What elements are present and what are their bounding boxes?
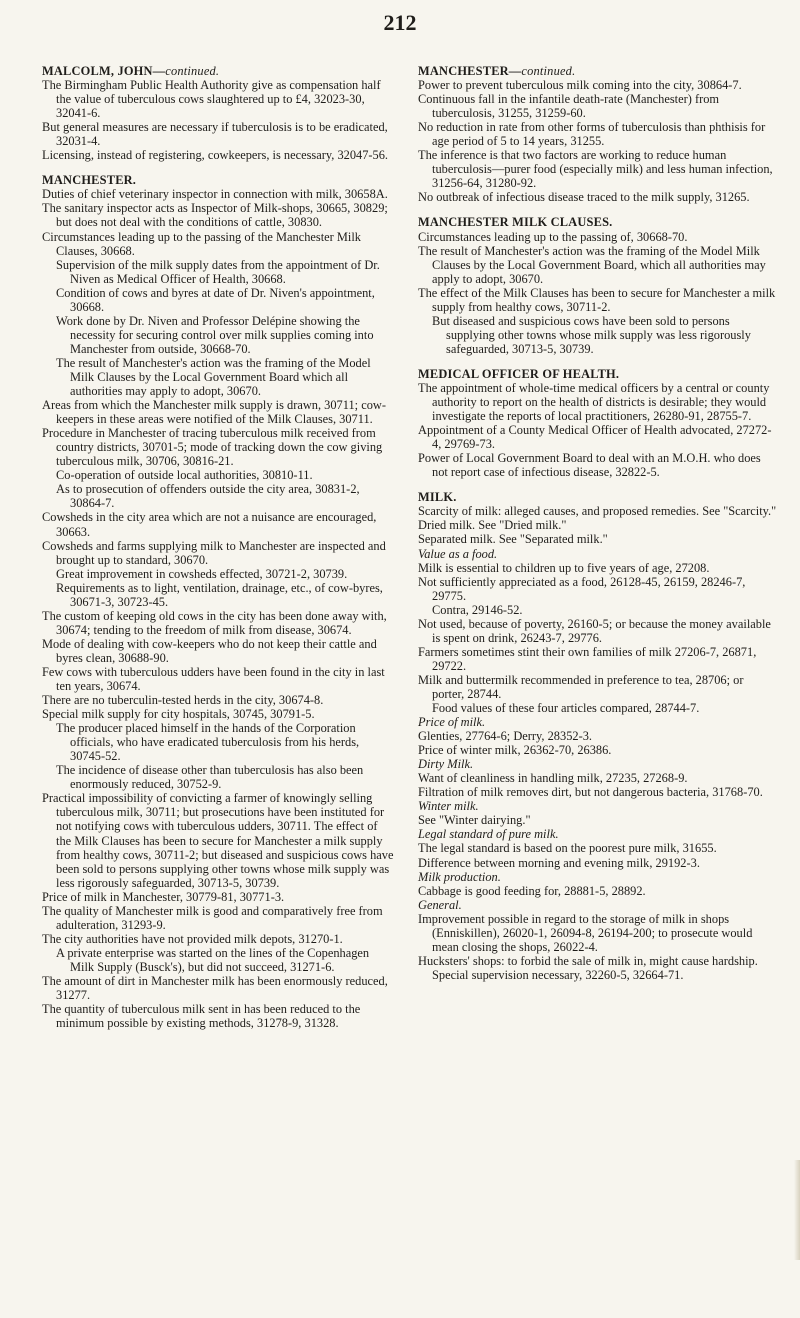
- index-subheading: Value as a food.: [418, 546, 498, 561]
- index-entry: No outbreak of infectious disease traced to the milk supply, 31265.: [418, 190, 750, 205]
- index-heading: [42, 173, 394, 187]
- index-subentry: A private enterprise was started on the lines of the Copenhagen Milk Supply (Busck's), but did not succeed, 31271-6.: [56, 945, 370, 974]
- index-entry: Circumstances leading up to the passing of the Manchester Milk Clauses, 30668.: [42, 229, 361, 258]
- index-subentry: Co-operation of outside local authorities, 30810-11.: [56, 468, 313, 483]
- index-subentry: As to prosecution of offenders outside the city area, 30831-2, 30864-7.: [56, 482, 360, 511]
- index-entry: Price of milk in Manchester, 30779-81, 30771-3.: [42, 889, 285, 904]
- index-subentry: The result of Manchester's action was the framing of the Model Milk Clauses by the Local Government Board which all authorities may apply to adopt, 30670.: [56, 355, 371, 399]
- index-heading-text: MANCHESTER.: [42, 173, 137, 188]
- index-entry: Practical impossibility of convicting a farmer of knowingly selling tuberculous milk, 30711; but prosecutions have been instituted for not notifying cows with tuberculous udders, 30711. The effect of the Milk Clauses has been to secure for Manchester a milk supply from healthy cows, 30711-2; but diseased and suspicious cows have been sold to persons supplying other towns whose milk supply was less rigorously safeguarded, 30713-5, 30739.: [42, 791, 394, 890]
- index-entry: Difference between morning and evening milk, 29192-3.: [418, 855, 700, 870]
- index-entry: Procedure in Manchester of tracing tuberculous milk received from country districts, 30701-5; mode of tracking down the cow giving tuberculous milk, 30706, 30816-21.: [42, 426, 383, 469]
- index-entry: The effect of the Milk Clauses has been to secure for Manchester a milk supply from healthy cows, 30711-2.: [418, 285, 776, 314]
- index-heading: [418, 215, 778, 229]
- index-subentry: The producer placed himself in the hands of the Corporation officials, who have eradicated tuberculosis from his herds, 30745-52.: [56, 721, 360, 764]
- index-subheading: Price of milk.: [418, 715, 486, 730]
- index-entry: The quality of Manchester milk is good and comparatively free from adulteration, 31293-9.: [42, 903, 383, 932]
- index-entry: Milk and buttermilk recommended in preference to tea, 28706; or porter, 28744.: [418, 672, 744, 701]
- index-subheading: Milk production.: [418, 869, 501, 884]
- index-entry: No reduction in rate from other forms of tuberculosis than phthisis for age period of 5 to 14 years, 31255.: [418, 120, 766, 149]
- heading-continued-label: continued.: [521, 64, 576, 78]
- index-heading-text: MALCOLM, JOHN—: [42, 64, 166, 78]
- index-entry: The inference is that two factors are working to reduce human tuberculosis—purer food (especially milk) and less human infection, 31256-64, 31280-92.: [418, 148, 773, 191]
- index-entry: Price of winter milk, 26362-70, 26386.: [418, 743, 612, 758]
- index-entry: Dried milk. See "Dried milk.": [418, 518, 567, 533]
- index-heading-text: MANCHESTER MILK CLAUSES.: [418, 215, 613, 230]
- index-entry: Duties of chief veterinary inspector in connection with milk, 30658A.: [42, 187, 388, 202]
- index-entry: Appointment of a County Medical Officer of Health advocated, 27272-4, 29769-73.: [418, 423, 772, 452]
- index-heading-text: MANCHESTER—: [418, 64, 522, 78]
- index-heading-text: MEDICAL OFFICER OF HEALTH.: [418, 366, 620, 381]
- index-entry: Continuous fall in the infantile death-rate (Manchester) from tuberculosis, 31255, 31259-60.: [418, 92, 720, 121]
- left-index-column: [42, 64, 394, 1030]
- index-entry: Cowsheds in the city area which are not a nuisance are encouraged, 30663.: [42, 510, 377, 539]
- index-entry: Separated milk. See "Separated milk.": [418, 532, 608, 547]
- index-entry: Farmers sometimes stint their own families of milk 27206-7, 26871, 29722.: [418, 644, 757, 673]
- index-entry: The legal standard is based on the poorest pure milk, 31655.: [418, 841, 717, 856]
- section-spacer: [418, 479, 778, 490]
- index-entry: Power of Local Government Board to deal with an M.O.H. who does not report case of infectious disease, 32822-5.: [418, 451, 761, 480]
- index-entry: Special milk supply for city hospitals, 30745, 30791-5.: [42, 707, 315, 722]
- right-index-column: [418, 64, 778, 982]
- index-subheading: General.: [418, 897, 462, 912]
- index-entry: Licensing, instead of registering, cowkeepers, is necessary, 32047-56.: [42, 148, 389, 163]
- index-entry: The amount of dirt in Manchester milk has been enormously reduced, 31277.: [42, 974, 388, 1003]
- index-subentry: But diseased and suspicious cows have been sold to persons supplying other towns whose milk supply was less rigorously safeguarded, 30713-5, 30739.: [432, 313, 751, 356]
- index-entry: The result of Manchester's action was the framing of the Model Milk Clauses by the Local Government Board, which all authorities may apply to adopt, 30670.: [418, 243, 766, 286]
- index-entry: Areas from which the Manchester milk supply is drawn, 30711; cow-keepers in these areas were notified of the Milk Clauses, 30711.: [42, 398, 386, 427]
- index-entry: Not used, because of poverty, 26160-5; or because the money available is spent on drink, 26243-7, 29776.: [418, 616, 771, 645]
- index-entry: Mode of dealing with cow-keepers who do not keep their cattle and byres clean, 30688-90.: [42, 636, 377, 665]
- index-subentry: Food values of these four articles compared, 28744-7.: [432, 701, 700, 716]
- index-subheading: Dirty Milk.: [418, 757, 474, 772]
- index-entry: The appointment of whole-time medical officers by a central or county authority to report on the health of districts is desirable; they would investigate the reports of local practitioners, 26280-91, 28755-7.: [418, 380, 770, 424]
- index-entry: Want of cleanliness in handling milk, 27235, 27268-9.: [418, 771, 688, 786]
- index-entry: Glenties, 27764-6; Derry, 28352-3.: [418, 729, 593, 744]
- index-subentry: Supervision of the milk supply dates from the appointment of Dr. Niven as Medical Officer of Health, 30668.: [56, 257, 380, 286]
- index-subentry: Requirements as to light, ventilation, drainage, etc., of cow-byres, 30671-3, 30723-45.: [56, 580, 383, 609]
- index-entry: Few cows with tuberculous udders have been found in the city in last ten years, 30674.: [42, 664, 385, 694]
- index-entry: Cabbage is good feeding for, 28881-5, 28892.: [418, 883, 646, 898]
- index-entry: Circumstances leading up to the passing of, 30668-70.: [418, 229, 688, 244]
- index-entry: Scarcity of milk: alleged causes, and proposed remedies. See "Scarcity.": [418, 504, 777, 519]
- index-entry: Milk is essential to children up to five years of age, 27208.: [418, 560, 710, 575]
- index-entry: Power to prevent tuberculous milk coming into the city, 30864-7.: [418, 78, 742, 93]
- index-heading: [418, 367, 778, 381]
- index-entry: The custom of keeping old cows in the city has been done away with, 30674; tending to the freedom of milk from disease, 30674.: [42, 608, 387, 637]
- index-entry: But general measures are necessary if tuberculosis is to be eradicated, 32031-4.: [42, 120, 388, 149]
- page-edge-shadow: [794, 1160, 800, 1260]
- index-entry: The city authorities have not provided milk depots, 31270-1.: [42, 931, 343, 946]
- index-entry: Cowsheds and farms supplying milk to Manchester are inspected and brought up to standard, 30670.: [42, 538, 386, 567]
- section-spacer: [418, 204, 778, 215]
- index-entry: The Birmingham Public Health Authority give as compensation half the value of tuberculous cows slaughtered up to £4, 32023-30, 32041-6.: [42, 78, 381, 121]
- index-entry: Not sufficiently appreciated as a food, 26128-45, 26159, 28246-7, 29775.: [418, 574, 746, 603]
- index-entry: The quantity of tuberculous milk sent in has been reduced to the minimum possible by existing methods, 31278-9, 31328.: [42, 1002, 361, 1031]
- index-entry: See "Winter dairying.": [418, 813, 531, 828]
- index-subentry: Great improvement in cowsheds effected, 30721-2, 30739.: [56, 566, 348, 581]
- index-entry: Hucksters' shops: to forbid the sale of milk in, might cause hardship. Special supervision necessary, 32260-5, 32664-71.: [418, 953, 758, 982]
- index-heading-text: MILK.: [418, 490, 457, 505]
- index-heading: [418, 64, 778, 78]
- page-number: 212: [383, 10, 417, 35]
- index-entry: Filtration of milk removes dirt, but not dangerous bacteria, 31768-70.: [418, 785, 763, 800]
- index-entry: The sanitary inspector acts as Inspector of Milk-shops, 30665, 30829; but does not deal with the conditions of cattle, 30830.: [42, 201, 388, 230]
- index-entry: There are no tuberculin-tested herds in the city, 30674-8.: [42, 693, 324, 708]
- index-subentry: Contra, 29146-52.: [432, 602, 523, 617]
- index-subheading: Winter milk.: [418, 799, 479, 814]
- index-heading: [42, 64, 394, 78]
- index-subheading: Legal standard of pure milk.: [418, 827, 559, 842]
- section-spacer: [42, 162, 394, 173]
- heading-continued-label: continued.: [165, 64, 220, 78]
- section-spacer: [418, 356, 778, 367]
- index-subentry: Condition of cows and byres at date of Dr. Niven's appointment, 30668.: [56, 285, 375, 314]
- index-entry: Improvement possible in regard to the storage of milk in shops (Enniskillen), 26020-1, 26094-8, 26194-200; to prosecute would mean closing the shops, 26022-4.: [418, 911, 753, 954]
- index-subentry: Work done by Dr. Niven and Professor Delépine showing the necessity for securing control over milk supplies coming into Manchester from outside, 30668-70.: [56, 313, 374, 356]
- index-subentry: The incidence of disease other than tuberculosis has also been enormously reduced, 30752-9.: [56, 763, 364, 792]
- index-heading: [418, 490, 778, 504]
